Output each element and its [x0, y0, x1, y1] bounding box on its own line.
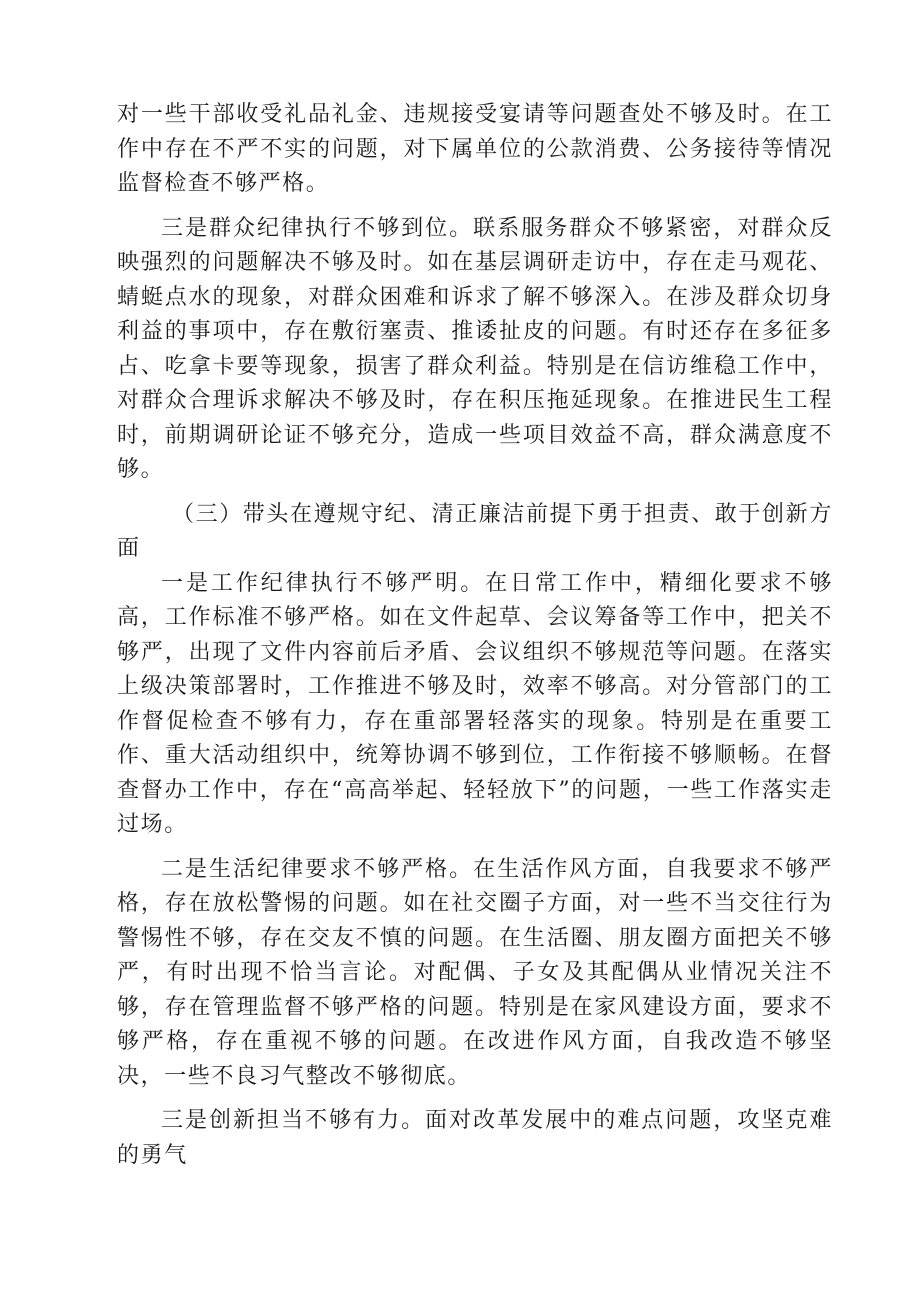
document-body	[117, 98, 833, 1183]
paragraph-life-discipline: 二是生活纪律要求不够严格。在生活作风方面，自我要求不够严格，存在放松警惕的问题。如在社交圈子方面，对一些不当交往行为警惕性不够，存在交友不慎的问题。在生活圈、朋友圈方面把关不够严，有时出现不恰当言论。对配偶、子女及其配偶从业情况关注不够，存在管理监督不够严格的问题。特别是在家风建设方面，要求不够严格，存在重视不够的问题。在改进作风方面，自我改造不够坚决，一些不良习气整改不够彻底。	[117, 856, 833, 1089]
paragraph-mass-discipline: 三是群众纪律执行不够到位。联系服务群众不够紧密，对群众反映强烈的问题解决不够及时。如在基层调研走访中，存在走马观花、蜻蜓点水的现象，对群众困难和诉求了解不够深入。在涉及群众切身利益的事项中，存在敷衍塞责、推诿扯皮的问题。有时还存在多征多占、吃拿卡要等现象，损害了群众利益。特别是在信访维稳工作中，对群众合理诉求解决不够及时，存在积压拖延现象。在推进民生工程时，前期调研论证不够充分，造成一些项目效益不高，群众满意度不够。	[117, 215, 833, 482]
paragraph-work-discipline: 一是工作纪律执行不够严明。在日常工作中，精细化要求不够高，工作标准不够严格。如在文件起草、会议筹备等工作中，把关不够严，出现了文件内容前后矛盾、会议组织不够规范等问题。在落实上级决策部署时，工作推进不够及时，效率不够高。对分管部门的工作督促检查不够有力，存在重部署轻落实的现象。特别是在重要工作、重大活动组织中，统筹协调不够到位，工作衔接不够顺畅。在督查督办工作中，存在“高高举起、轻轻放下”的问题，一些工作落实走过场。	[117, 570, 833, 837]
paragraph-continued: 对一些干部收受礼品礼金、违规接受宴请等问题查处不够及时。在工作中存在不严不实的问题，对下属单位的公款消费、公务接待等情况监督检查不够严格。	[117, 102, 833, 196]
section-heading-3: （三）带头在遵规守纪、清正廉洁前提下勇于担责、敢于创新方面	[117, 501, 833, 561]
paragraph-innovation: 三是创新担当不够有力。面对改革发展中的难点问题，攻坚克难的勇气	[117, 1108, 833, 1168]
